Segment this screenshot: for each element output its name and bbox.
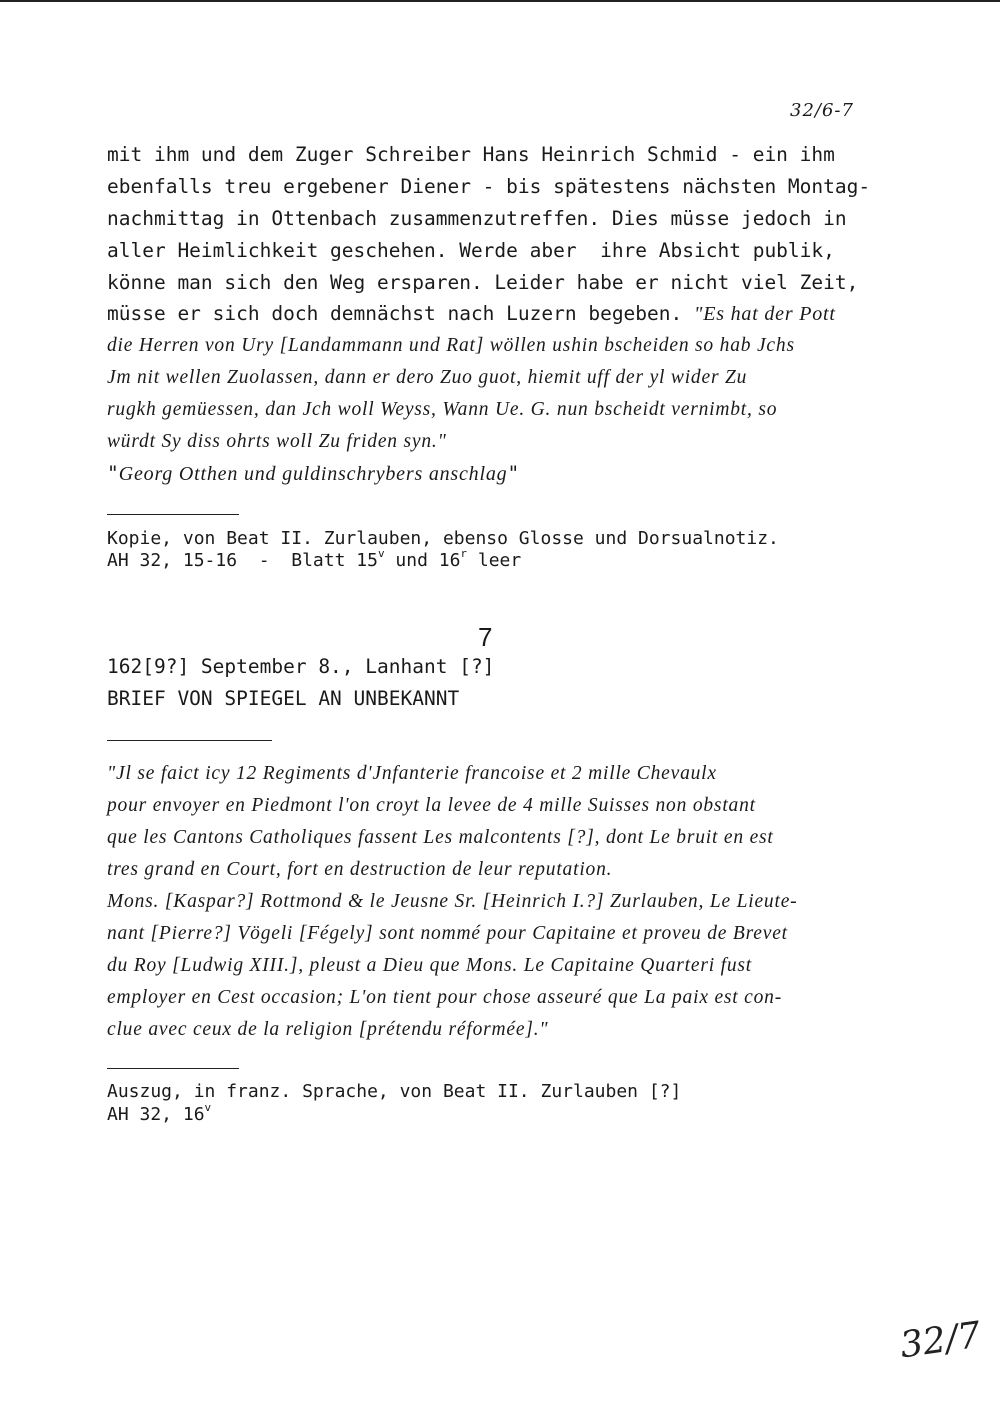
note-text: AH 32, 16: [107, 1104, 205, 1125]
quote-line: employer en Cest occasion; L'on tient pour chose asseuré que La paix est con-: [107, 987, 783, 1008]
body-line-text: müsse er sich doch demnächst nach Luzern begeben.: [107, 302, 694, 325]
separator-rule: [107, 740, 272, 741]
source-note: Kopie, von Beat II. Zurlauben, ebenso Glosse und Dorsualnotiz.: [107, 528, 779, 549]
body-line: nachmittag in Ottenbach zusammenzutreffen. Dies müsse jedoch in: [107, 207, 847, 230]
quote-line: Jm nit wellen Zuolassen, dann er dero Zuo guot, hiemit uff der yl wider Zu: [107, 367, 748, 388]
body-line: aller Heimlichkeit geschehen. Werde aber ihre Absicht publik,: [107, 239, 835, 262]
superscript: v: [204, 1101, 212, 1114]
separator-rule: [107, 514, 239, 515]
quote-line: die Herren von Ury [Landammann und Rat] wöllen ushin bscheiden so hab Jchs: [107, 335, 795, 356]
quote-line: Mons. [Kaspar?] Rottmond & le Jeusne Sr. [Heinrich I.?] Zurlauben, Le Lieute-: [107, 891, 798, 912]
superscript: v: [377, 547, 385, 560]
quote-line: tres grand en Court, fort en destruction de leur reputation.: [107, 859, 613, 880]
body-line: ebenfalls treu ergebener Diener - bis spätestens nächsten Montag-: [107, 175, 871, 198]
entry-date-line: 162[9?] September 8., Lanhant [?]: [107, 655, 495, 678]
source-note: [107, 547, 522, 571]
quote-start: "Es hat der Pott: [694, 303, 836, 325]
dorsal-quote-open: ": [107, 462, 119, 485]
quote-line: pour envoyer en Piedmont l'on croyt la levee de 4 mille Suisses non obstant: [107, 795, 756, 816]
dorsal-note-text: Georg Otthen und guldinschrybers anschlag: [118, 463, 508, 485]
entry-number: 7: [478, 622, 493, 652]
note-text: AH 32, 15-16 - Blatt 15: [107, 550, 378, 571]
quote-line: que les Cantons Catholiques fassent Les malcontents [?], dont Le bruit en est: [107, 827, 774, 848]
body-line: könne man sich den Weg ersparen. Leider habe er nicht viel Zeit,: [107, 271, 859, 294]
page-number: 32/6-7: [790, 100, 854, 121]
body-line: mit ihm und dem Zuger Schreiber Hans Heinrich Schmid - ein ihm: [107, 143, 835, 166]
top-edge-rule: [0, 0, 1000, 2]
separator-rule: [107, 1068, 239, 1069]
note-text: und 16: [384, 550, 461, 571]
quote-line: nant [Pierre?] Vögeli [Fégely] sont nommé pour Capitaine et proveu de Brevet: [107, 923, 788, 944]
quote-line: würdt Sy diss ohrts woll Zu friden syn.": [107, 431, 447, 452]
quote-line: "Jl se faict icy 12 Regiments d'Jnfanterie francoise et 2 mille Chevaulx: [107, 763, 717, 784]
superscript: r: [460, 547, 468, 560]
source-note: Auszug, in franz. Sprache, von Beat II. Zurlauben [?]: [107, 1081, 682, 1102]
quote-line: rugkh gemüessen, dan Jch woll Weyss, Wann Ue. G. nun bscheidt vernimbt, so: [107, 399, 778, 420]
source-note: [107, 1101, 212, 1125]
entry-title: BRIEF VON SPIEGEL AN UNBEKANNT: [107, 687, 460, 710]
body-line: [107, 304, 836, 324]
quote-line: clue avec ceux de la religion [prétendu réformée].": [107, 1019, 549, 1040]
handwritten-folio: 32/7: [897, 1314, 984, 1367]
note-text: leer: [467, 550, 522, 571]
dorsal-note-line: [107, 464, 519, 484]
dorsal-quote-close: ": [507, 462, 520, 485]
quote-line: du Roy [Ludwig XIII.], pleust a Dieu que Mons. Le Capitaine Quarteri fust: [107, 955, 752, 976]
